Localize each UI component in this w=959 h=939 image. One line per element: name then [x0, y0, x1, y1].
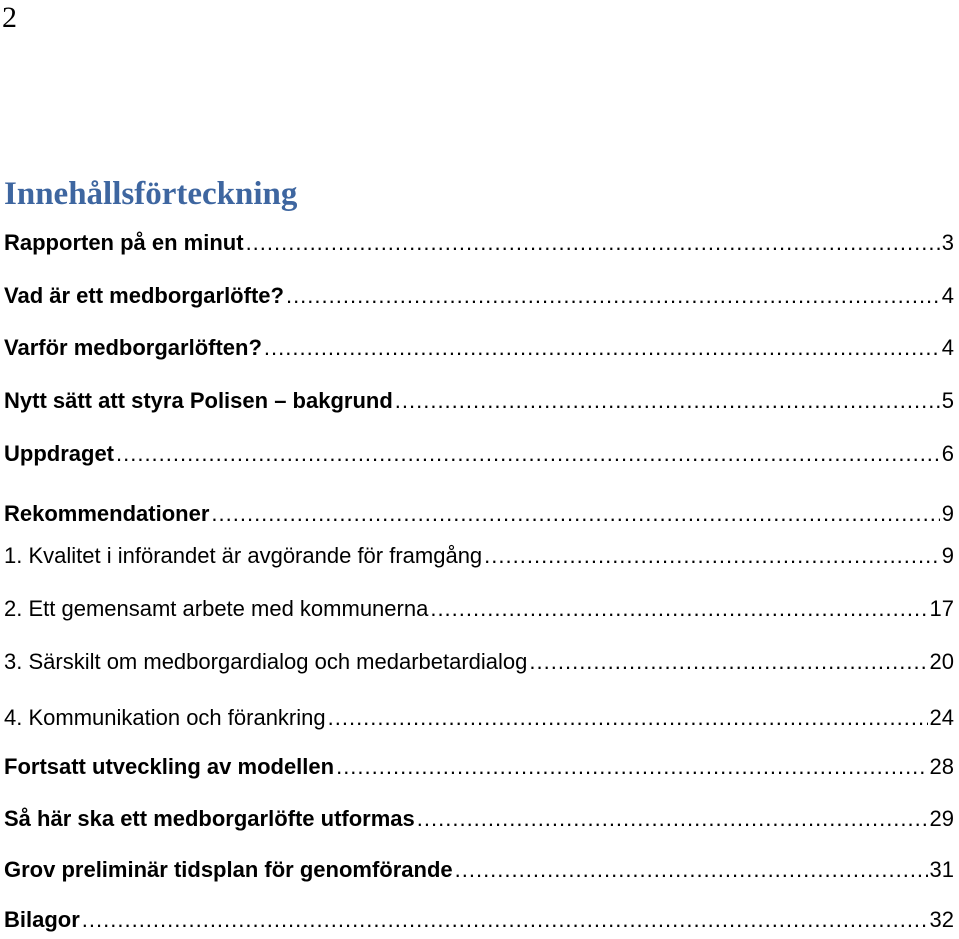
toc-leader: [430, 592, 927, 626]
toc-entry-page: 20: [929, 649, 954, 674]
toc-entry-kvalitet[interactable]: [4, 539, 954, 573]
toc-entry-rapporten[interactable]: [4, 226, 954, 260]
toc-entry-label: Bilagor: [4, 907, 80, 932]
toc-title: Innehållsförteckning: [4, 176, 298, 212]
toc-leader: [82, 903, 928, 937]
toc-leader: [484, 539, 940, 573]
toc-entry-label: 3. Särskilt om medborgardialog och medarbetardialog: [4, 649, 528, 674]
toc-entry-page: 9: [941, 543, 954, 568]
toc-entry-label: 4. Kommunikation och förankring: [4, 705, 326, 730]
toc-entry-page: 4: [941, 283, 954, 308]
toc-entry-kommunikation[interactable]: [4, 701, 954, 735]
toc-leader: [328, 701, 928, 735]
toc-entry-label: Varför medborgarlöften?: [4, 335, 262, 360]
toc-entry-bilagor[interactable]: [4, 903, 954, 937]
toc-entry-rekommendationer[interactable]: [4, 497, 954, 531]
toc-entry-label: Vad är ett medborgarlöfte?: [4, 283, 284, 308]
toc-leader: [116, 437, 940, 471]
toc-entry-label: 1. Kvalitet i införandet är avgörande för framgång: [4, 543, 483, 568]
toc-leader: [264, 331, 940, 365]
toc-leader: [336, 750, 927, 784]
toc-entry-page: 32: [929, 907, 954, 932]
toc-entry-page: 17: [929, 596, 954, 621]
toc-entry-label: 2. Ett gemensamt arbete med kommunerna: [4, 596, 429, 621]
toc-entry-page: 28: [929, 754, 954, 779]
toc-leader: [246, 226, 940, 260]
toc-entry-page: 29: [929, 806, 954, 831]
toc-entry-page: 4: [941, 335, 954, 360]
toc-entry-label: Så här ska ett medborgarlöfte utformas: [4, 806, 415, 831]
toc-leader: [286, 279, 940, 313]
toc-entry-page: 3: [941, 230, 954, 255]
toc-entry-varfor[interactable]: [4, 331, 954, 365]
toc-entry-fortsatt-utveckling[interactable]: [4, 750, 954, 784]
toc-entry-page: 6: [941, 441, 954, 466]
toc-leader: [455, 853, 928, 887]
toc-entry-page: 24: [929, 705, 954, 730]
toc-leader: [211, 497, 939, 531]
toc-entry-page: 31: [929, 857, 954, 882]
toc-entry-label: Fortsatt utveckling av modellen: [4, 754, 335, 779]
toc-entry-medborgardialog[interactable]: [4, 645, 954, 679]
toc-entry-label: Nytt sätt att styra Polisen – bakgrund: [4, 388, 393, 413]
toc-leader: [529, 645, 927, 679]
toc-entry-label: Grov preliminär tidsplan för genomförande: [4, 857, 453, 882]
page-number: 2: [2, 1, 17, 34]
toc-entry-nytt-satt[interactable]: [4, 384, 954, 418]
toc-entry-label: Rekommendationer: [4, 501, 210, 526]
toc-leader: [417, 802, 928, 836]
toc-entry-label: Uppdraget: [4, 441, 114, 466]
toc-entry-sa-har[interactable]: [4, 802, 954, 836]
toc-entry-label: Rapporten på en minut: [4, 230, 244, 255]
toc-entry-vad-ar[interactable]: [4, 279, 954, 313]
toc-entry-page: 9: [941, 501, 954, 526]
toc-entry-gemensamt-arbete[interactable]: [4, 592, 954, 626]
toc-entry-uppdraget[interactable]: [4, 437, 954, 471]
toc-leader: [395, 384, 940, 418]
toc-entry-page: 5: [941, 388, 954, 413]
toc-entry-tidsplan[interactable]: [4, 853, 954, 887]
